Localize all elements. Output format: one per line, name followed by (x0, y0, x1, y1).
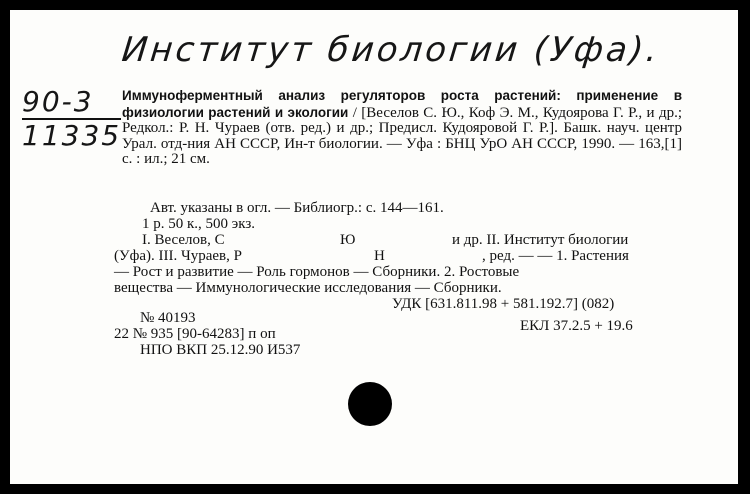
tracing-1b: Ю (340, 232, 356, 248)
handwritten-heading: Институт биологии (Уфа). (119, 30, 663, 70)
call-number-line-1: 90-3 (22, 86, 121, 120)
order-line: 22 № 935 [90-64283] п оп (114, 326, 276, 342)
card-number: № 40193 (140, 310, 196, 326)
tracing-3: — Рост и развитие — Роль гормонов — Сборники. 2. Ростовые (114, 264, 520, 280)
tracing-2c: , ред. — — 1. Растения (482, 248, 629, 264)
udc-code: УДК [631.811.98 + 581.192.7] (082) (392, 296, 615, 312)
call-number (22, 86, 121, 152)
catalog-card (10, 10, 738, 484)
tracing-1c: и др. II. Институт биологии (452, 232, 629, 248)
call-number-line-2: 11335 (22, 119, 122, 152)
tracing-2a: (Уфа). III. Чураев, Р (114, 248, 242, 264)
printer-line: НПО ВКП 25.12.90 И537 (140, 342, 301, 358)
tracing-1a: I. Веселов, С (142, 232, 225, 248)
punch-hole (348, 382, 392, 426)
price-note: 1 р. 50 к., 500 экз. (142, 216, 255, 232)
main-entry-title: Иммуноферментный анализ регуляторов роста растений: применение в физиологии растений и экологии (122, 88, 682, 120)
main-entry (122, 88, 682, 168)
bbk-code: ЕКЛ 37.2.5 + 19.6 (520, 318, 633, 334)
tracing-2b: Н (374, 248, 385, 264)
main-entry-description: / [Веселов С. Ю., Коф Э. М., Кудоярова Г. Р., и др.; Редкол.: Р. Н. Чураев (отв. ред.) и др.; Предисл. Кудояровой Г. Р.]. Башк. науч. центр Урал. отд-ния АН СССР, Ин-т биологии. — Уфа : БНЦ УрО АН СССР, 1990. — 163,[1] с. : ил.; 21 см. (122, 104, 682, 168)
tracing-4: вещества — Иммунологические исследования — Сборники. (114, 280, 502, 296)
authors-note: Авт. указаны в огл. — Библиогр.: с. 144—161. (150, 200, 444, 216)
